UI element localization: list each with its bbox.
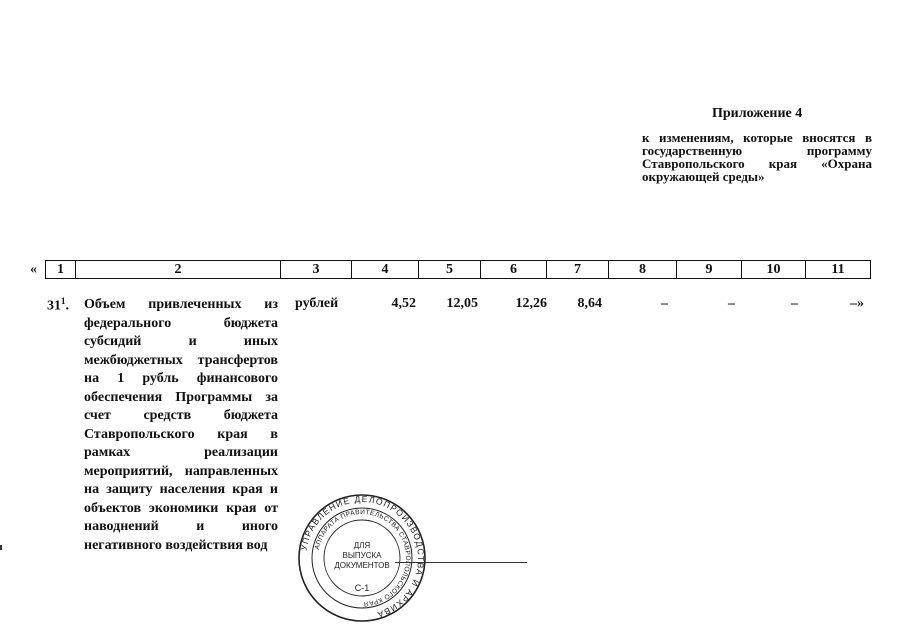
column-header: 10	[742, 261, 806, 279]
column-header: 7	[547, 261, 609, 279]
column-header: 2	[76, 261, 281, 279]
stamp-code: С-1	[354, 583, 370, 593]
stamp-center-line3: ДОКУМЕНТОВ	[334, 561, 390, 570]
row-value-col5: 12,05	[446, 296, 478, 311]
column-header: 5	[419, 261, 481, 279]
stamp-inner-text: АППАРАТА ПРАВИТЕЛЬСТВА СТАВРОПОЛЬСКОГО КРАЯ	[313, 508, 412, 608]
column-header: 6	[481, 261, 547, 279]
row-unit: рублей	[295, 296, 339, 311]
row-value-col10: –	[791, 296, 798, 311]
column-number-header	[45, 260, 871, 279]
column-header: 8	[609, 261, 677, 279]
stamp-center-line1: ДЛЯ	[353, 541, 371, 550]
row-value-col11: –»	[850, 296, 864, 311]
column-header: 11	[806, 261, 871, 279]
row-value-col6: 12,26	[515, 296, 547, 311]
table-open-quote: «	[30, 262, 37, 277]
row-number: $31^1$.	[47, 296, 69, 314]
margin-mark	[0, 545, 2, 550]
row-value-col4: 4,52	[391, 296, 416, 311]
row-value-col9: –	[728, 296, 735, 311]
column-header: 9	[677, 261, 742, 279]
row-value-col8: –	[661, 296, 668, 311]
appendix-subtitle: к изменениям, которые вносятся в государственную программу Ставропольского края «Охрана окружающей среды»	[642, 130, 872, 184]
row-description: Объем привлеченных из федерального бюджета субсидий и иных межбюджетных трансфертов на 1 рубль финансового обеспечения Программы за счет средств бюджета Ставропольского края в рамках реализации мероприятий, направленных на защиту населения края и объектов экономики края от наводнений и иного негативного воздействия вод	[84, 297, 278, 553]
column-header: 1	[46, 261, 76, 279]
row-value-col7: 8,64	[577, 296, 602, 311]
appendix-title: Приложение 4	[712, 106, 803, 121]
column-header: 4	[352, 261, 419, 279]
stamp-center-line2: ВЫПУСКА	[342, 551, 382, 560]
column-header: 3	[281, 261, 352, 279]
official-stamp	[297, 493, 427, 623]
stamp-outer-text: УПРАВЛЕНИЕ ДЕЛОПРОИЗВОДСТВА И АРХИВА	[298, 493, 427, 620]
